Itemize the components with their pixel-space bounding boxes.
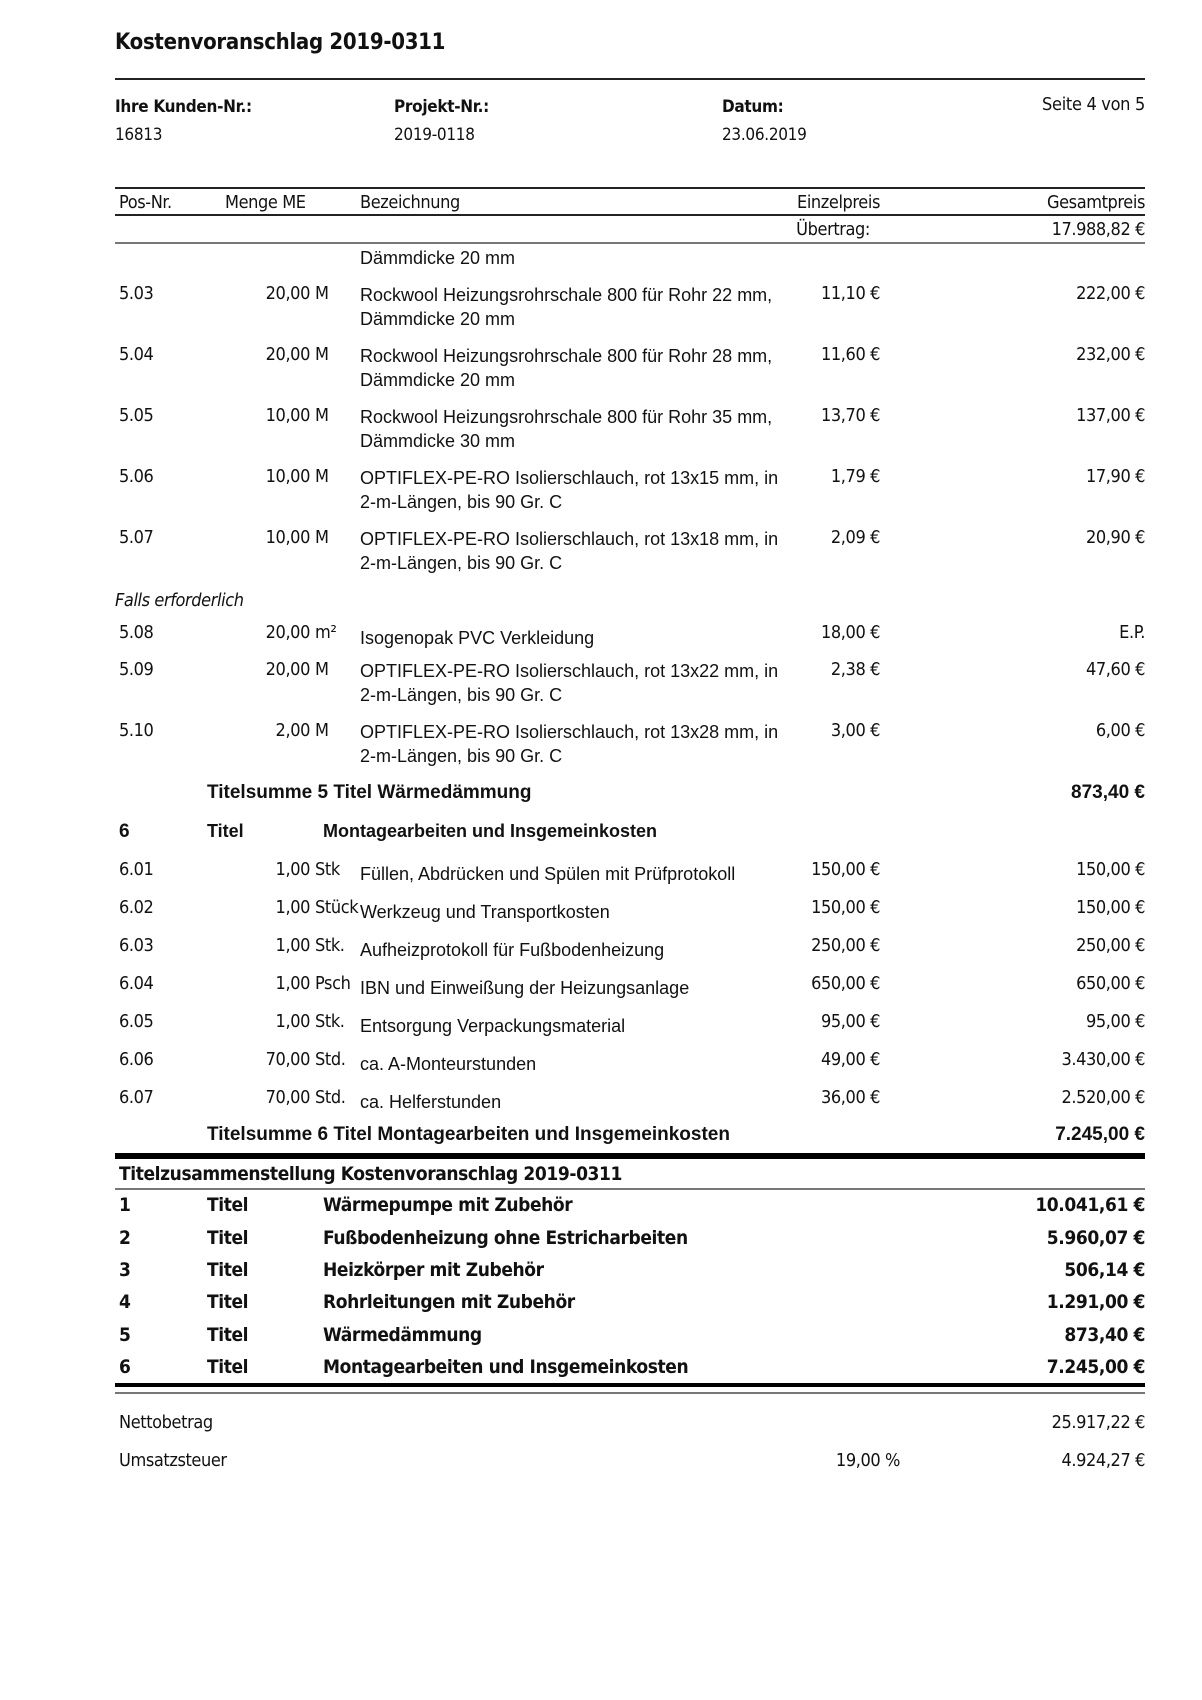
date-label: Datum:: [722, 97, 784, 117]
col-total-header: Gesamtpreis: [1046, 192, 1145, 213]
carry-over-label: Übertrag:: [796, 219, 870, 240]
project-number-value: 2019-0118: [394, 125, 475, 145]
header-bottom-rule: [115, 214, 1145, 216]
optional-note: Falls erforderlich: [115, 590, 244, 611]
summary-heading: Titelzusammenstellung Kostenvoranschlag 2019-0311: [119, 1163, 623, 1185]
col-desc-header: Bezeichnung: [360, 192, 460, 213]
summary-top-rule: [115, 1153, 1145, 1159]
title-divider: [115, 78, 1145, 80]
carry-over-rule: [115, 242, 1145, 244]
document-title: Kostenvoranschlag 2019-0311: [115, 30, 446, 55]
summary-bottom-rule-thin: [115, 1392, 1145, 1394]
header-top-rule: [115, 187, 1145, 189]
date-value: 23.06.2019: [722, 125, 807, 145]
customer-number-value: 16813: [115, 125, 163, 145]
col-pos-header: Pos-Nr.: [119, 192, 172, 213]
col-unitprice-header: Einzelpreis: [796, 192, 880, 213]
customer-number-label: Ihre Kunden-Nr.:: [115, 97, 252, 117]
summary-heading-rule: [115, 1188, 1145, 1190]
table-header: [115, 190, 1145, 214]
summary-bottom-rule: [115, 1383, 1145, 1387]
carry-over-value: 17.988,82 €: [1051, 219, 1145, 240]
col-qty-header: Menge ME: [225, 192, 306, 213]
carry-over-row: [115, 217, 1145, 241]
page-indicator: Seite 4 von 5: [1042, 94, 1145, 115]
project-number-label: Projekt-Nr.:: [394, 97, 489, 117]
